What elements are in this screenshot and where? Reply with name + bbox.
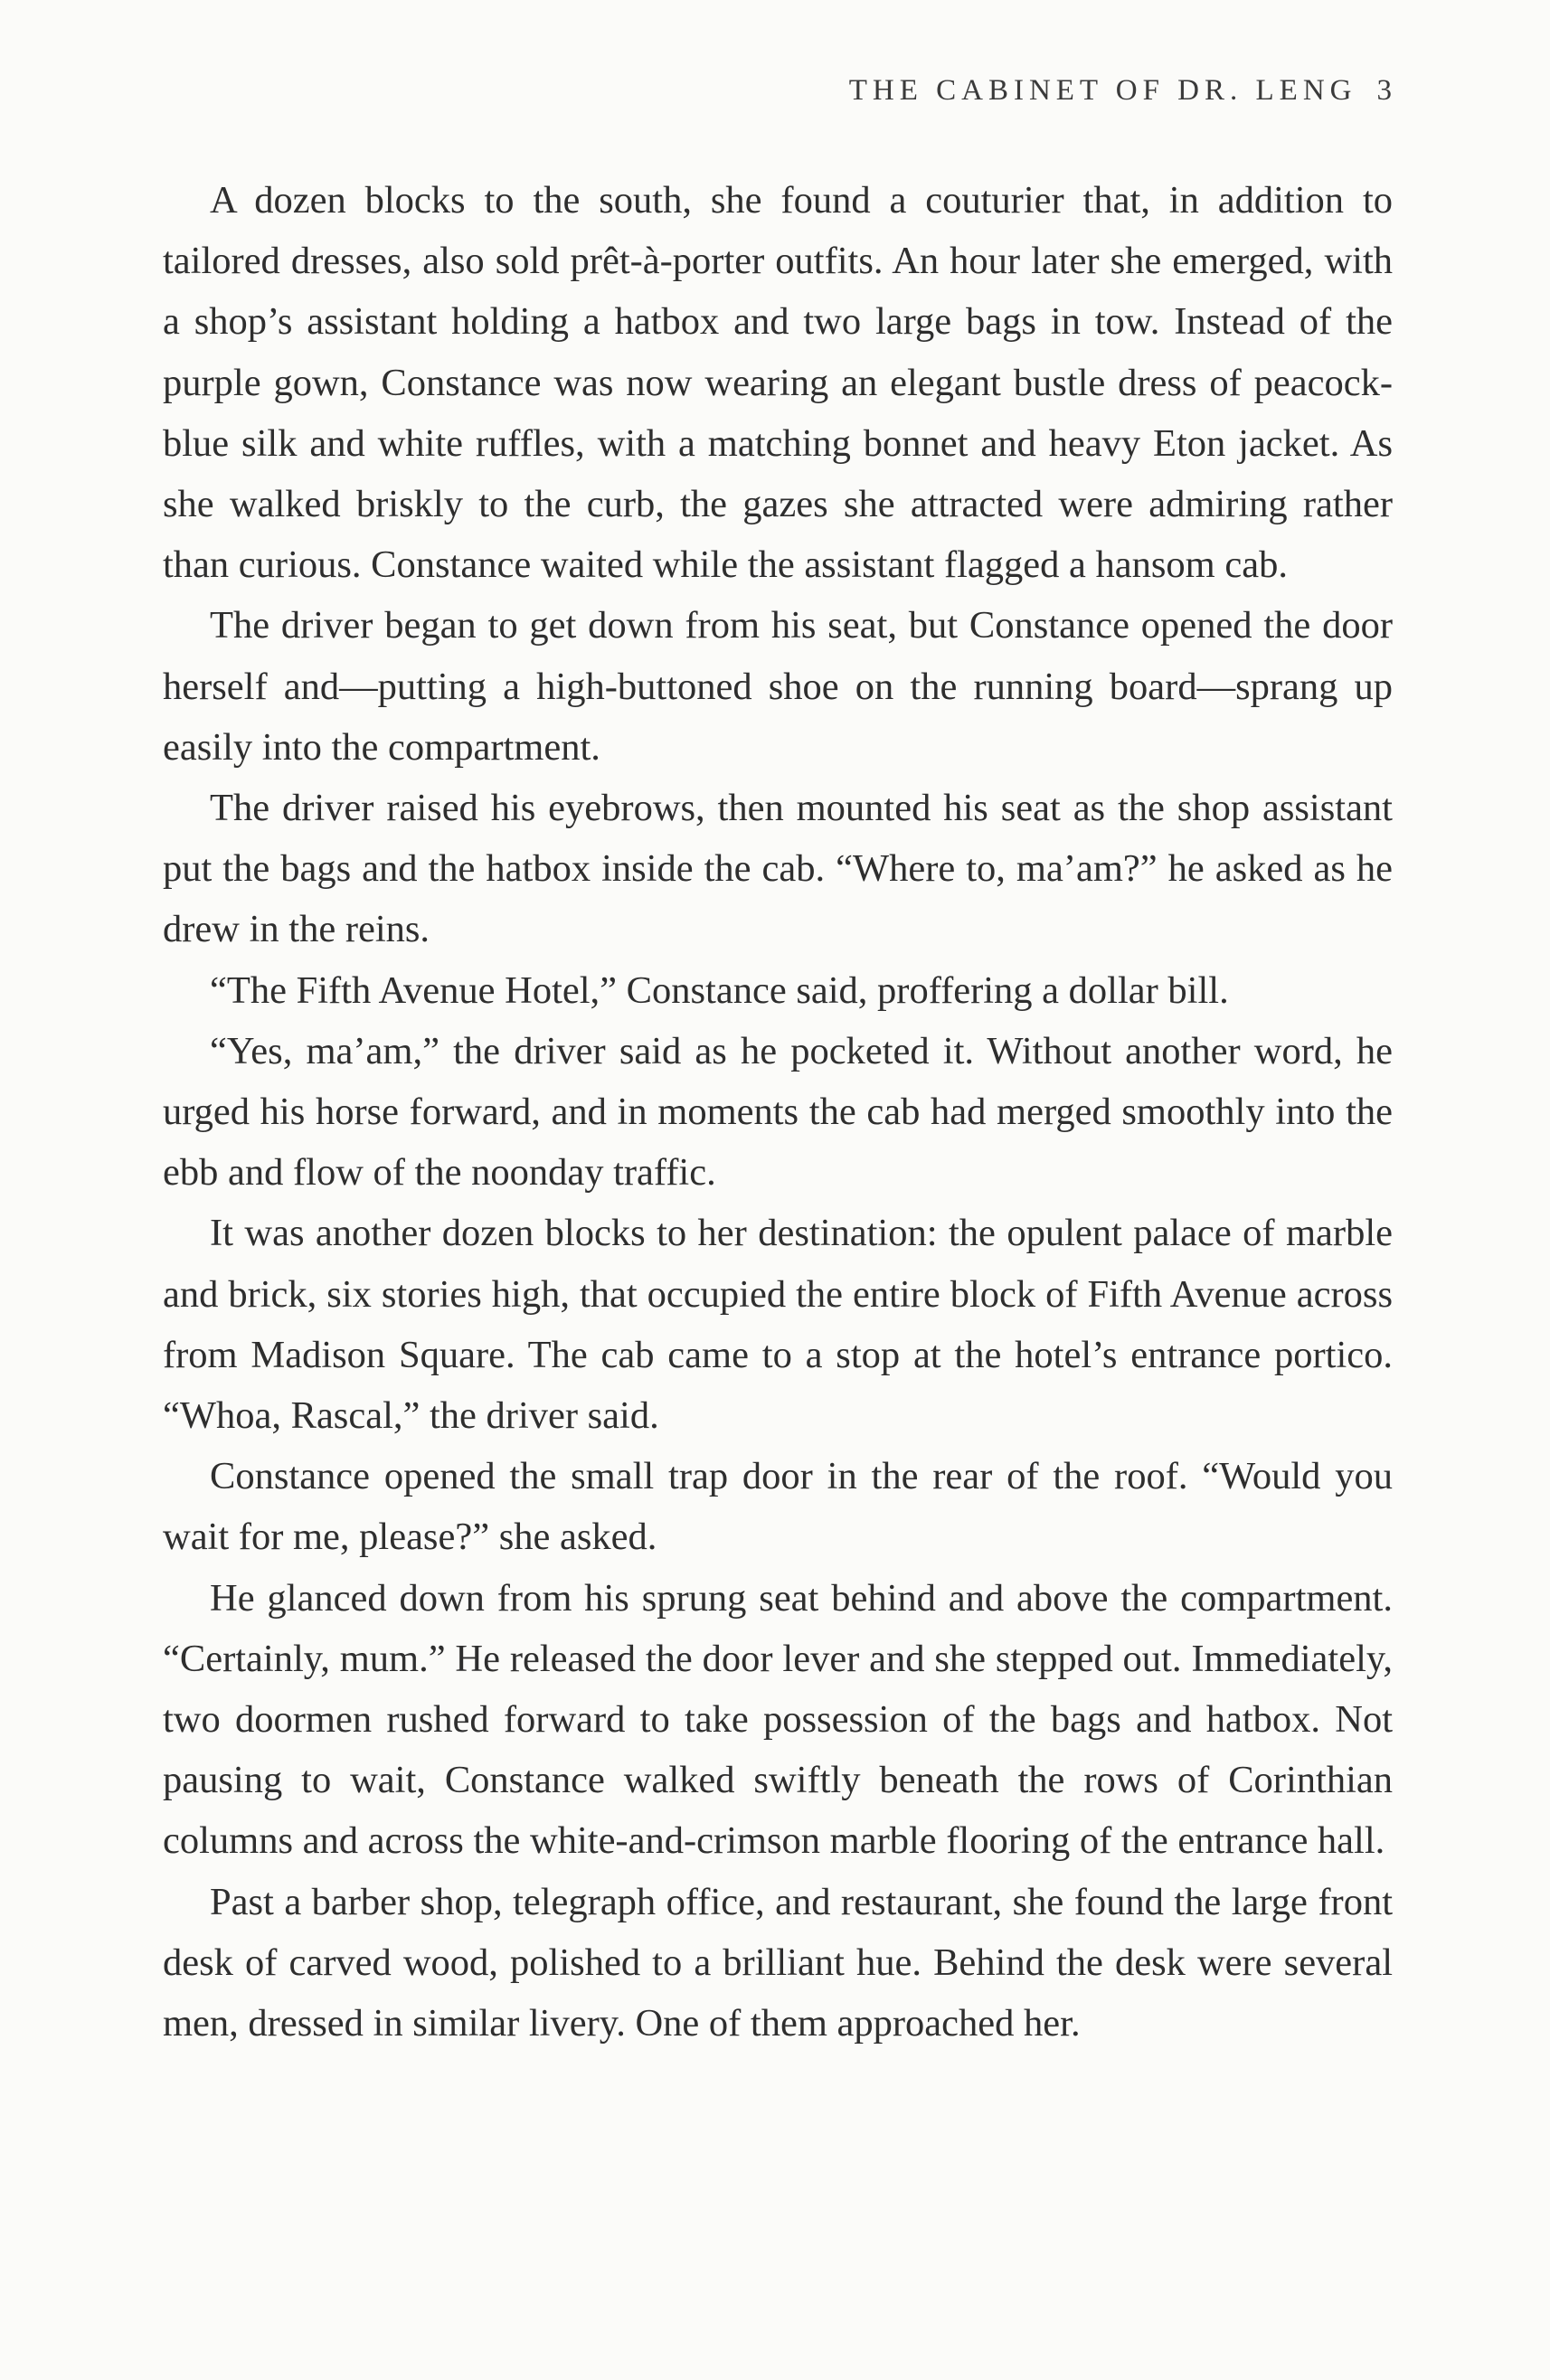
paragraph: “Yes, ma’am,” the driver said as he pocketed it. Without another word, he urged his horse forward, and in moments the cab had merged smoothly into the ebb and flow of the noonday traffic.	[163, 1029, 1393, 1195]
paragraph: The driver raised his eyebrows, then mounted his seat as the shop assistant put the bags and the hatbox inside the cab. “Where to, ma’am?” he asked as he drew in the reins.	[163, 787, 1393, 951]
book-title: THE CABINET OF DR. LENG	[848, 74, 1357, 107]
paragraph: Past a barber shop, telegraph office, and restaurant, she found the large front desk of carved wood, polished to a brilliant hue. Behind the desk were several men, dressed in similar livery. One of them approached her.	[163, 1880, 1393, 2045]
paragraph: The driver began to get down from his seat, but Constance opened the door herself and—putting a high-buttoned shoe on the running board—sprang up easily into the compartment.	[163, 604, 1393, 769]
paragraph: A dozen blocks to the south, she found a couturier that, in addition to tailored dresses, also sold prêt-à-porter outfits. An hour later she emerged, with a shop’s assistant holding a hatbox and two large bags in tow. Instead of the purple gown, Constance was now wearing an elegant bustle dress of peacock-blue silk and white ruffles, with a matching bonnet and heavy Eton jacket. As she walked briskly to the curb, the gazes she attracted were admiring rather than curious. Constance waited while the assistant flagged a hansom cab.	[163, 179, 1393, 587]
paragraph: Constance opened the small trap door in the rear of the roof. “Would you wait for me, please?” she asked.	[163, 1455, 1393, 1559]
paragraph: He glanced down from his sprung seat behind and above the compartment. “Certainly, mum.” He released the door lever and she stepped out. Immediately, two doormen rushed forward to take possession of the bags and hatbox. Not pausing to wait, Constance walked swiftly beneath the rows of Corinthian columns and across the white-and-crimson marble flooring of the entrance hall.	[163, 1576, 1393, 1863]
paragraph: It was another dozen blocks to her destination: the opulent palace of marble and brick, six stories high, that occupied the entire block of Fifth Avenue across from Madison Square. The cab came to a stop at the hotel’s entrance portico. “Whoa, Rascal,” the driver said.	[163, 1212, 1393, 1438]
paragraph: “The Fifth Avenue Hotel,” Constance said, proffering a dollar bill.	[210, 968, 1229, 1012]
body-text	[163, 170, 1393, 2054]
page-number: 3	[1376, 74, 1392, 107]
running-header	[849, 74, 1392, 108]
